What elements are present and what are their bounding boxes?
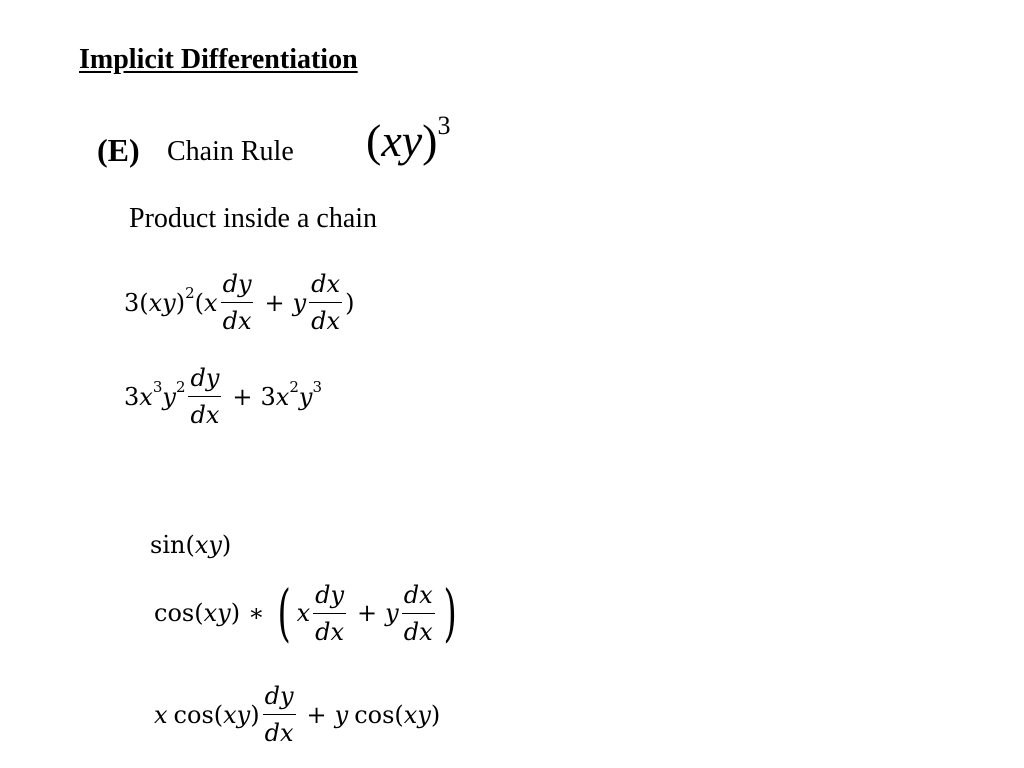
numerator: dy <box>264 682 294 710</box>
function-argument: xy <box>194 531 222 559</box>
denominator: dx <box>313 613 346 644</box>
var-x: x <box>154 700 168 729</box>
fraction-dy-dx <box>188 366 221 427</box>
var-y: y <box>162 382 176 411</box>
plus-sign: + <box>264 288 285 317</box>
var-y: y <box>298 382 313 411</box>
function-name: cos <box>173 700 214 729</box>
denominator: dx <box>221 302 254 333</box>
open-paren: ( <box>194 288 205 317</box>
multiply-sign: ∗ <box>248 599 265 627</box>
function-name: sin <box>150 531 186 559</box>
numerator: dx <box>311 270 341 298</box>
var-y: y <box>292 288 307 317</box>
equation-line-1 <box>124 272 354 333</box>
rule-name: Chain Rule <box>167 136 294 167</box>
exponent: 2 <box>185 283 195 302</box>
function-argument: xy <box>403 700 431 729</box>
exponent: 3 <box>152 377 163 396</box>
plus-sign: + <box>232 382 253 411</box>
coefficient: 3 <box>124 382 140 411</box>
equation-line-4: cos ( xy ) ∗ ( x $\frac{dy}{dx}$ + y $\frac{dx}{dx}$ ) <box>154 576 457 649</box>
plus-sign: + <box>357 599 378 627</box>
numerator: dx <box>403 580 433 609</box>
numerator: dy <box>190 364 220 392</box>
function-argument: xy <box>203 599 231 627</box>
denominator: dx <box>309 302 342 333</box>
product-xy: xy <box>148 288 176 317</box>
exponent: 2 <box>175 377 186 396</box>
exponent: 2 <box>289 377 299 396</box>
close-paren: ) <box>345 288 355 317</box>
function-name: cos <box>354 700 395 729</box>
expression-base: xy <box>381 115 423 166</box>
big-close-paren: ) <box>443 576 457 649</box>
denominator: dx <box>402 613 435 644</box>
fraction-dx-dx <box>309 272 342 333</box>
big-open-paren: ( <box>277 576 292 649</box>
var-y: y <box>334 700 349 729</box>
numerator: dy <box>315 580 345 609</box>
fraction-dy-dx <box>263 684 296 745</box>
coefficient: 3( <box>124 288 149 317</box>
denominator: dx <box>263 714 296 745</box>
equation-line-5: x cos ( xy ) $\frac{dy}{dx}$ + y cos ( xy ) <box>154 682 441 747</box>
coefficient: 3 <box>260 382 276 411</box>
plus-sign: + <box>306 700 327 729</box>
close-paren: ) <box>175 288 186 317</box>
var-x: x <box>204 288 218 317</box>
numerator: dy <box>222 270 252 298</box>
exponent: 3 <box>312 377 322 396</box>
fraction-dx-dx <box>402 580 435 646</box>
equation-line-2 <box>124 366 322 427</box>
function-name: cos <box>154 599 195 627</box>
function-argument: xy <box>223 700 251 729</box>
denominator: dx <box>188 396 221 427</box>
fraction-dy-dx <box>313 580 346 646</box>
page-title: Implicit Differentiation <box>79 44 358 75</box>
var-x: x <box>139 382 153 411</box>
subtitle: Product inside a chain <box>129 203 378 234</box>
var-y: y <box>385 599 399 627</box>
equation-line-3: sin ( xy ) <box>150 531 232 559</box>
section-label: (E) <box>97 132 140 168</box>
chain-expression: (xy)$^3$ <box>366 110 451 166</box>
var-x: x <box>296 599 311 627</box>
var-x: x <box>275 382 290 411</box>
fraction-dy-dx <box>221 272 254 333</box>
expression-exponent: 3 <box>437 110 451 140</box>
